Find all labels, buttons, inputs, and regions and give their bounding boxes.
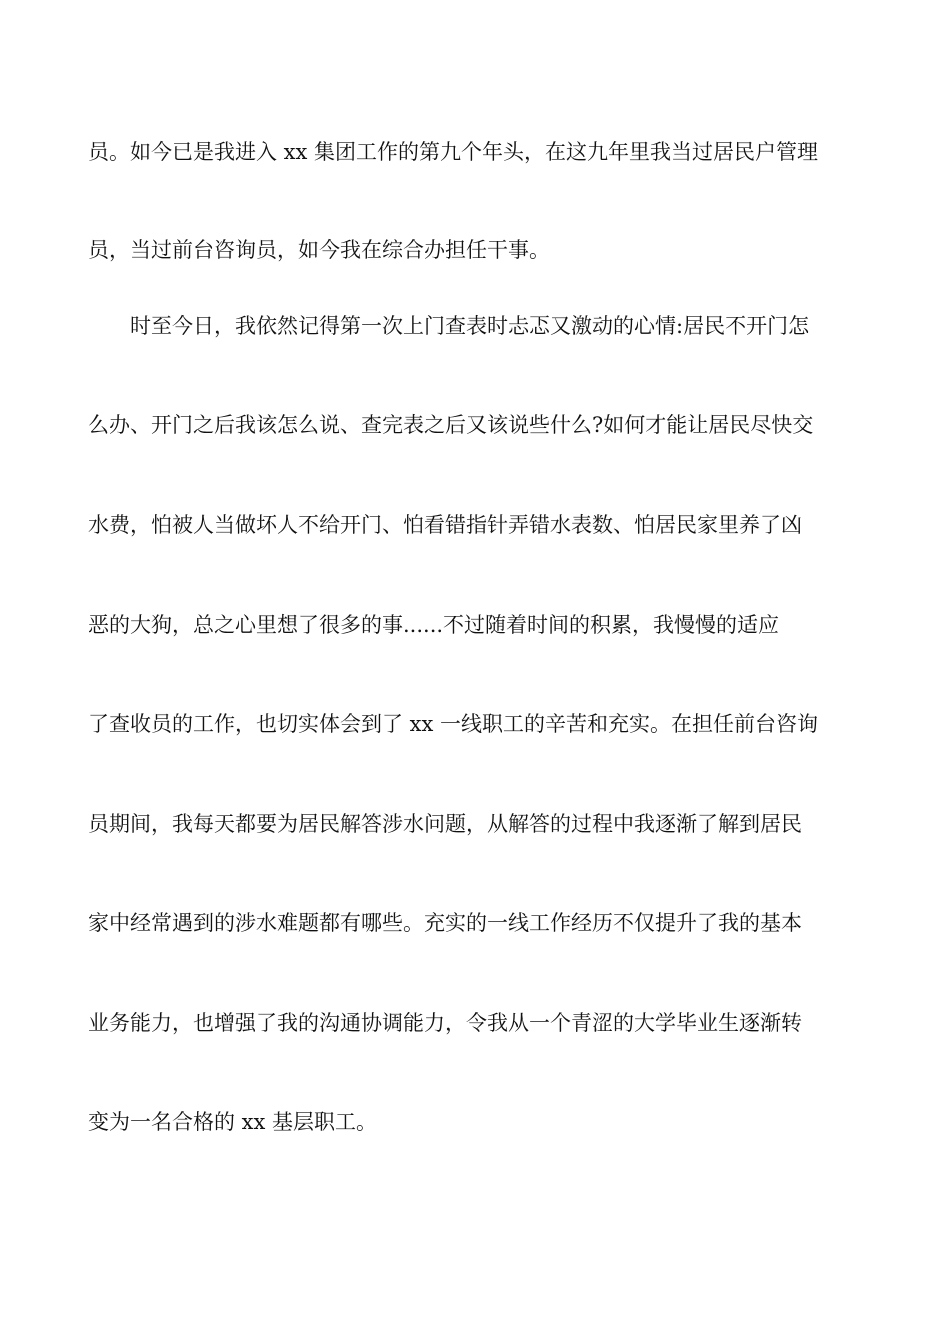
paragraph-line: 员期间，我每天都要为居民解答涉水问题，从解答的过程中我逐渐了解到居民: [88, 812, 802, 836]
paragraph-line: 了查收员的工作，也切实体会到了 xx 一线职工的辛苦和充实。在担任前台咨询: [88, 712, 819, 736]
paragraph-line: 变为一名合格的 xx 基层职工。: [88, 1110, 378, 1134]
paragraph-line: 业务能力，也增强了我的沟通协调能力，令我从一个青涩的大学毕业生逐渐转: [88, 1011, 802, 1035]
paragraph-line: 水费，怕被人当做坏人不给开门、怕看错指针弄错水表数、怕居民家里养了凶: [88, 513, 802, 537]
paragraph-line: 员。如今已是我进入 xx 集团工作的第九个年头，在这九年里我当过居民户管理: [88, 140, 819, 164]
paragraph-line-indented: 时至今日，我依然记得第一次上门查表时忐忑又激动的心情:居民不开门怎: [130, 314, 810, 338]
paragraph-line: 么办、开门之后我该怎么说、查完表之后又该说些什么?如何才能让居民尽快交: [88, 413, 814, 437]
paragraph-line: 员，当过前台咨询员，如今我在综合办担任干事。: [88, 238, 550, 262]
paragraph-line: 家中经常遇到的涉水难题都有哪些。充实的一线工作经历不仅提升了我的基本: [88, 911, 802, 935]
paragraph-line: 恶的大狗，总之心里想了很多的事......不过随着时间的积累，我慢慢的适应: [88, 613, 780, 637]
